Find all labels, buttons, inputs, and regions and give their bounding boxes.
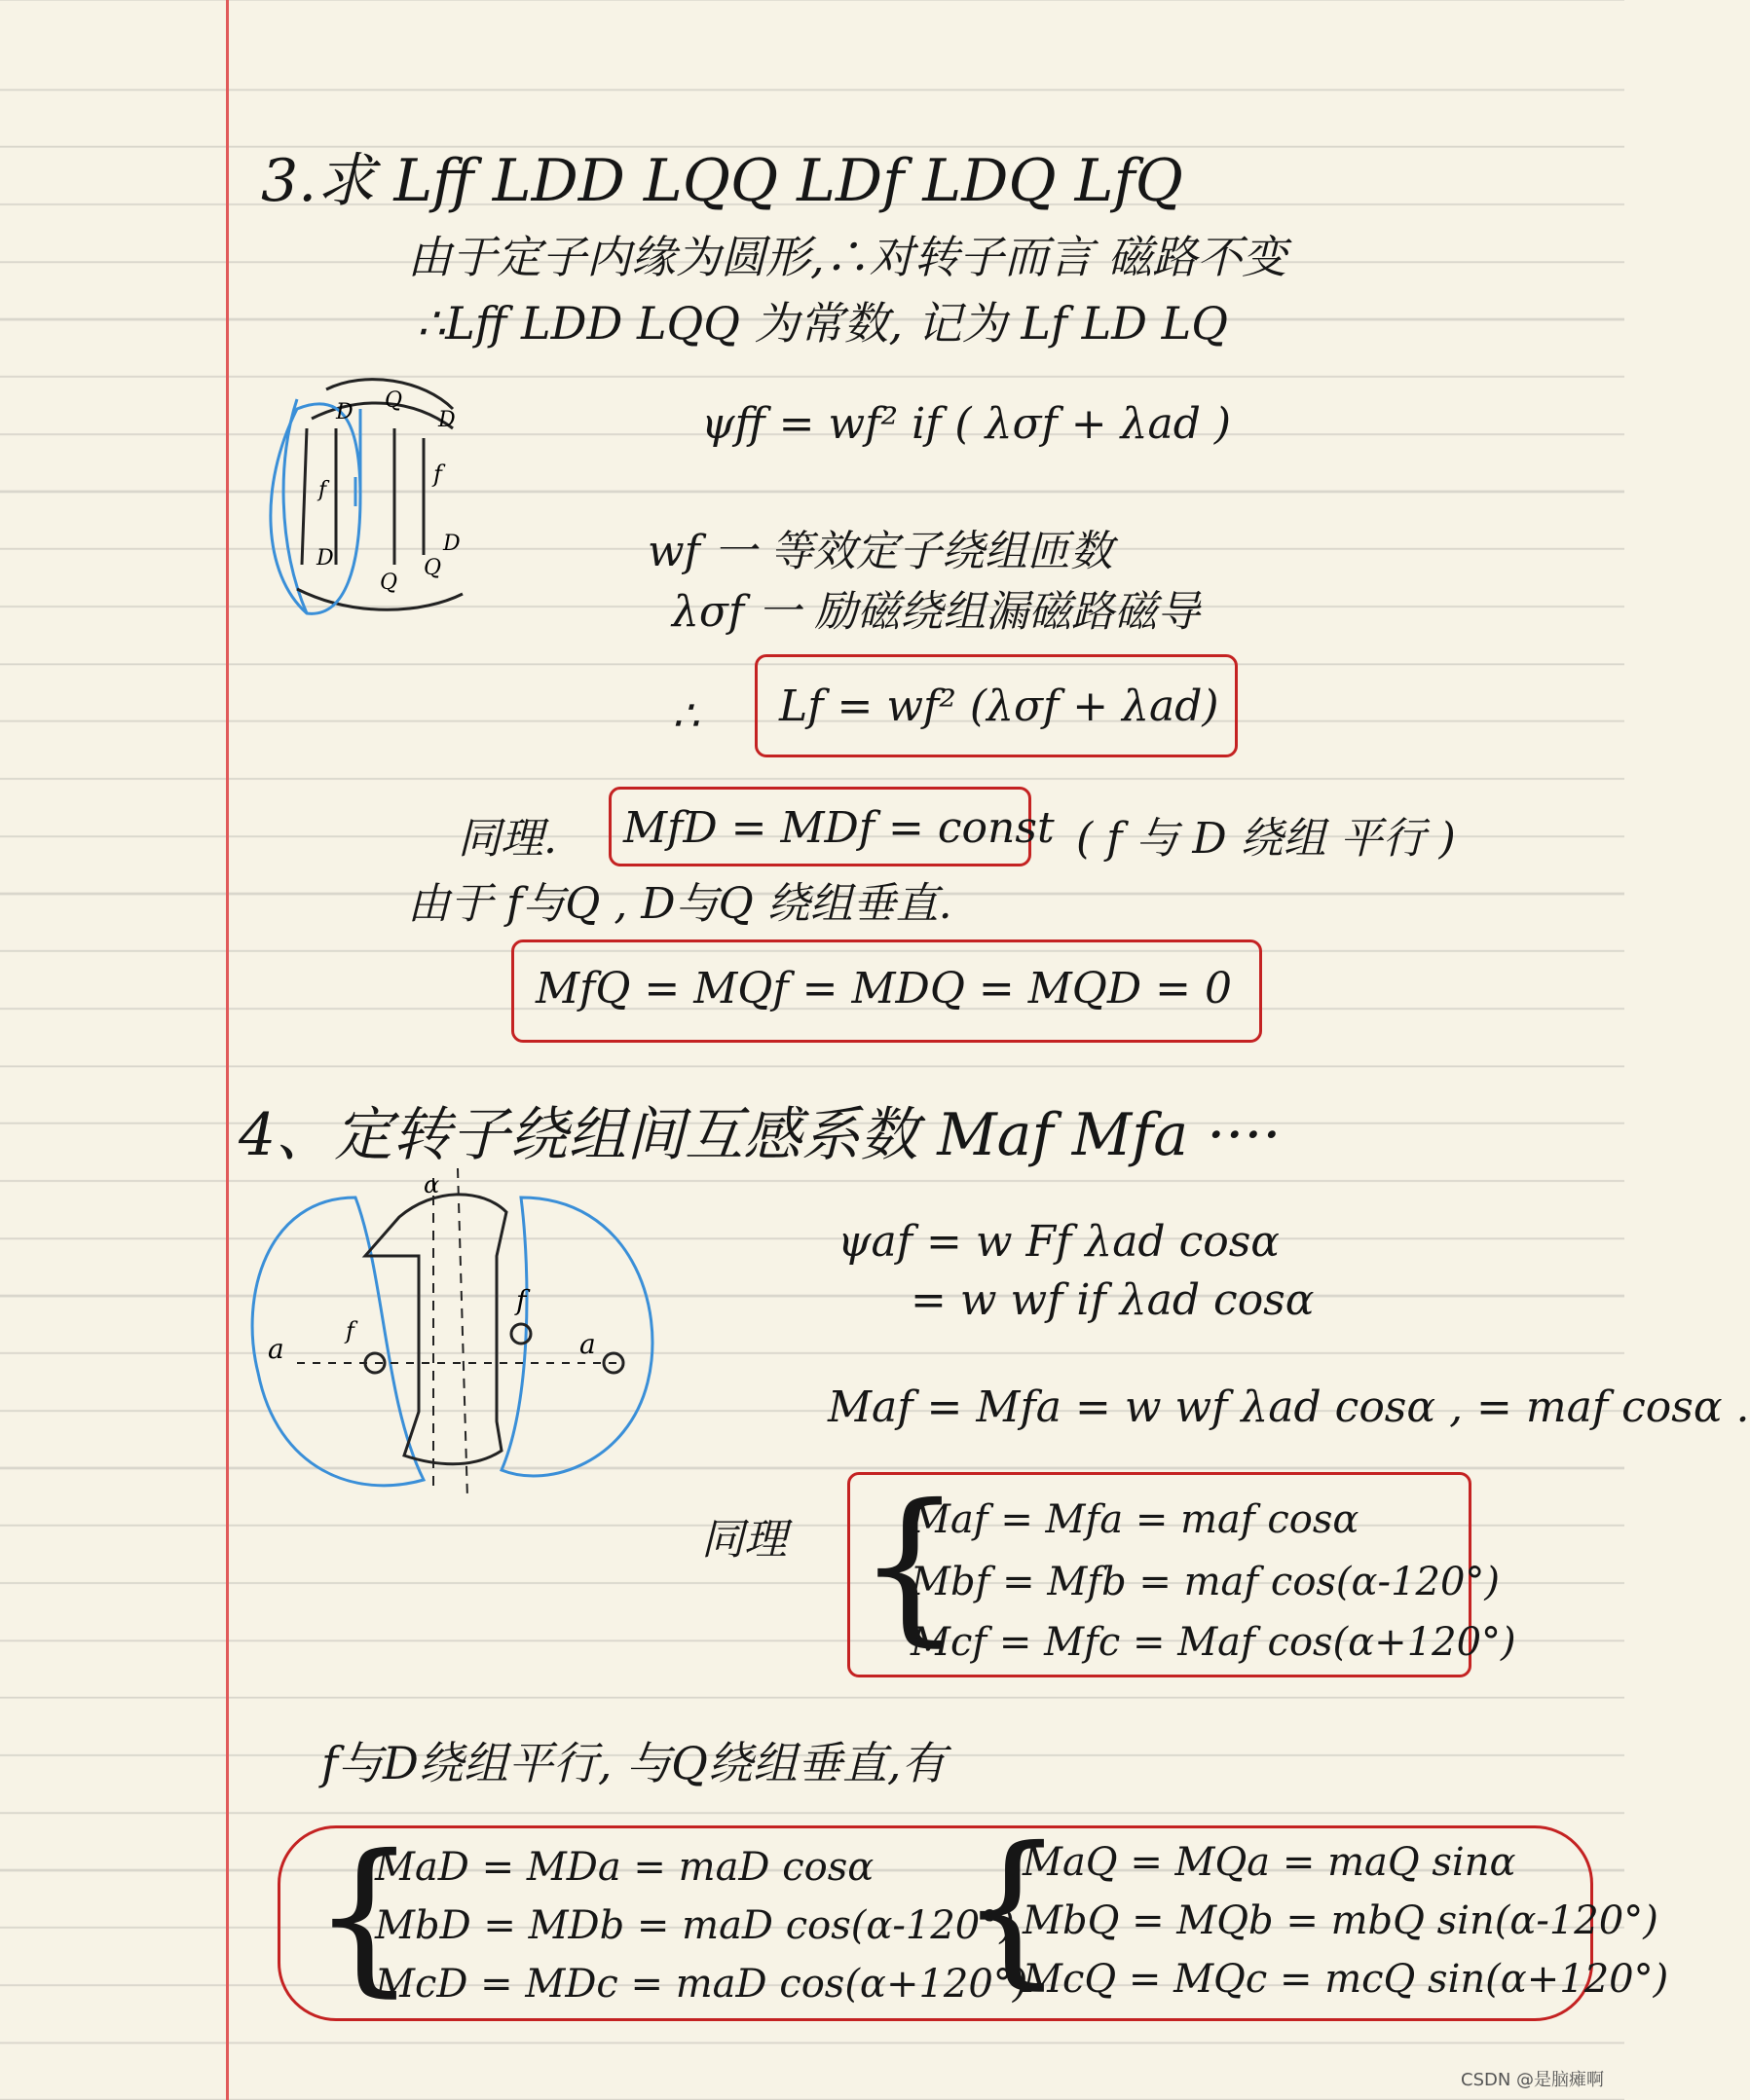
d1-label-6: D <box>443 532 461 556</box>
tongli-1: 同理. <box>458 814 557 864</box>
lf-eq: Lf = wf² (λσf + λad) <box>779 682 1219 731</box>
left-line-1: MaD = MDa = maD cosα <box>375 1845 875 1890</box>
d2-left: a <box>268 1333 284 1365</box>
rotor-winding-sketch <box>268 370 492 633</box>
group1-line-3: Mcf = Mfc = Maf cos(α+120°) <box>911 1620 1516 1665</box>
right-line-2: MbQ = MQb = mbQ sin(α-120°) <box>1023 1898 1658 1943</box>
d1-label-0: D <box>336 400 354 424</box>
left-brace: { <box>312 1820 418 2012</box>
perp-line: 由于 f与Q , D与Q 绕组垂直. <box>407 879 952 929</box>
group1-line-2: Mbf = Mfb = maf cos(α-120°) <box>911 1560 1501 1604</box>
right-line-3: McQ = MQc = mcQ sin(α+120°) <box>1023 1957 1669 2002</box>
d2-alpha: α <box>424 1171 440 1198</box>
d1-label-3: f <box>433 461 442 488</box>
right-line-1: MaQ = MQa = maQ sinα <box>1023 1840 1516 1885</box>
section5-line: f与D绕组平行, 与Q绕组垂直,有 <box>321 1737 947 1789</box>
d2-x: f <box>346 1317 354 1345</box>
section4-heading: 4、定转子绕组间互感系数 Maf Mfa ···· <box>239 1101 1282 1169</box>
group1-brace: { <box>857 1469 963 1662</box>
d1-label-8: Q <box>424 556 442 580</box>
section3-heading: 3.求 Lff LDD LQQ LDf LDQ LfQ <box>261 147 1183 215</box>
zero-eq: MfQ = MQf = MDQ = MQD = 0 <box>536 964 1232 1013</box>
d2-f: f <box>516 1284 527 1316</box>
d1-label-1: Q <box>385 388 403 413</box>
tongli-2: 同理 <box>701 1515 787 1565</box>
mutual-inductance-sketch <box>239 1159 667 1519</box>
margin-line <box>226 0 229 2100</box>
section3-line1: 由于定子内缘为圆形,∴对转子而言 磁路不变 <box>407 231 1287 283</box>
d1-label-2: D <box>438 408 456 432</box>
d2-a: a <box>579 1328 596 1360</box>
left-line-3: McD = MDc = maD cos(α+120°) <box>375 1962 1028 2007</box>
therefore-mark: ∴ <box>672 691 699 741</box>
d1-label-5: D <box>316 546 334 571</box>
group1-line-1: Maf = Mfa = maf cosα <box>911 1497 1359 1542</box>
right-brace: { <box>959 1812 1065 2005</box>
d1-label-7: Q <box>380 571 398 595</box>
d1-label-4: f <box>318 478 327 502</box>
def-lsf: λσf 一 励磁绕组漏磁路磁导 <box>672 587 1201 637</box>
watermark: CSDN @是脑瘫啊 <box>1461 2070 1605 2090</box>
psi-ff-eq: ψff = wf² if ( λσf + λad ) <box>701 399 1232 449</box>
maf-line: Maf = Mfa = w wf λad cosα , = maf cosα . <box>828 1382 1750 1432</box>
section3-line2: ∴Lff LDD LQQ 为常数, 记为 Lf LD LQ <box>417 297 1228 350</box>
psi-af-1: ψaf = w Ff λad cosα <box>838 1217 1281 1267</box>
psi-af-2: = w wf if λad cosα <box>911 1275 1315 1325</box>
left-line-2: MbD = MDb = maD cos(α-120°) <box>375 1903 1015 1948</box>
def-wf: wf 一 等效定子绕组匝数 <box>648 527 1113 576</box>
parallel-note: ( f 与 D 绕组 平行 ) <box>1076 814 1456 864</box>
mfd-eq: MfD = MDf = const <box>623 803 1055 853</box>
